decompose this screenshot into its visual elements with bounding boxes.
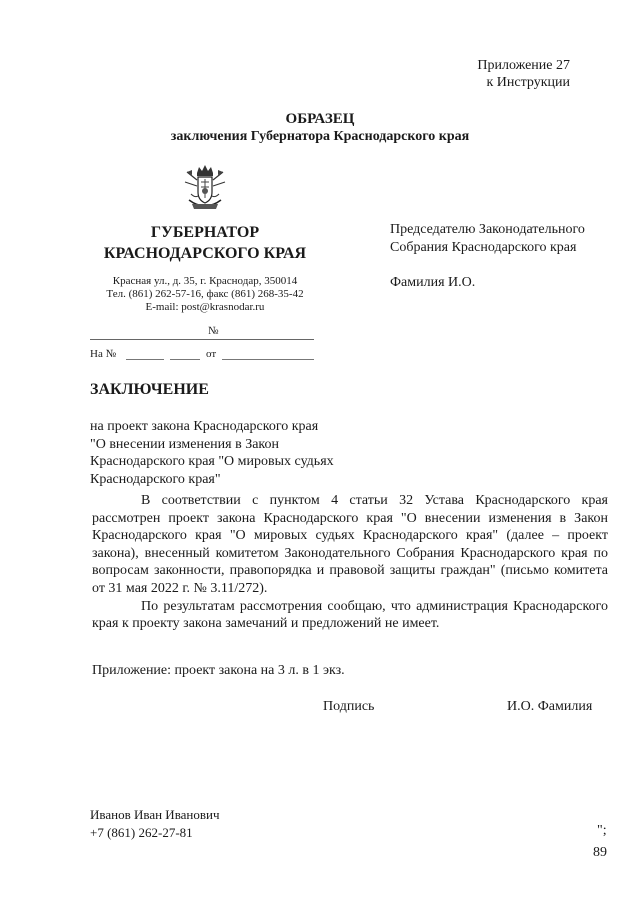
subject-line-1: на проект закона Краснодарского края [90,419,319,434]
page-number: 89 [593,845,607,860]
signature-fio: И.О. Фамилия [507,699,593,714]
body-paragraph-2: По результатам рассмотрения сообщаю, что администрация Краснодарского края к проекту закона замечаний и предложений не имеет. [92,598,608,632]
closing-quote: "; [597,823,607,838]
coat-of-arms-emblem [183,164,227,217]
sender-address-block [60,275,350,314]
recipient-fio: Фамилия И.О. [390,275,476,290]
appendix-line-2: к Инструкции [486,75,570,90]
attachment-note: Приложение: проект закона на 3 л. в 1 экз. [92,663,345,678]
recipient-line-2: Собрания Краснодарского края [390,240,577,255]
sender-block [60,222,350,264]
recipient-block [390,221,585,257]
number-sign: № [208,325,219,337]
sender-phones: Тел. (861) 262-57-16, факс (861) 268-35-42 [106,288,304,300]
body-paragraph-1: В соответствии с пунктом 4 статьи 32 Устава Краснодарского края рассмотрен проект закона Краснодарского края "О внесении изменения в Закон Краснодарского края "О мировых судьях Краснодарского края" (далее – проект закона), внесенный комитетом Законодательного Собрания Краснодарского края по вопросам законности, правопорядка и правовой защиты граждан" (письмо комитета от 31 мая 2022 г. № 3.11/272). [92,493,608,596]
document-subject [90,418,370,488]
subject-line-2: "О внесении изменения в Закон [90,436,280,452]
ot-blank [222,359,314,360]
na-blank-1 [126,359,164,360]
recipient-line-1: Председателю Законодательного [390,222,585,237]
appendix-line-1: Приложение 27 [477,58,570,73]
executor-name: Иванов Иван Иванович [90,807,220,822]
appendix-reference [477,57,570,91]
na-label: На № [90,348,117,360]
executor-phone: +7 (861) 262-27-81 [90,825,193,840]
sample-subheading: заключения Губернатора Краснодарского края [170,129,470,144]
sender-title-1: ГУБЕРНАТОР [150,224,260,241]
subject-line-4: Краснодарского края" [90,471,221,487]
executor-block [90,806,220,842]
incoming-reference-line [90,348,314,362]
outgoing-number-line [90,327,314,340]
signature-label: Подпись [323,699,375,714]
document-body [92,492,608,633]
na-blank-2 [170,359,200,360]
subject-line-3: Краснодарского края "О мировых судьях [90,454,334,469]
sample-heading: ОБРАЗЕЦ [285,111,355,127]
sender-address: Красная ул., д. 35, г. Краснодар, 350014 [112,275,298,287]
sender-title-2: КРАСНОДАРСКОГО КРАЯ [103,245,307,262]
ot-label: от [206,348,217,360]
sender-email: E-mail: post@krasnodar.ru [145,301,265,313]
document-title: ЗАКЛЮЧЕНИЕ [90,381,209,398]
